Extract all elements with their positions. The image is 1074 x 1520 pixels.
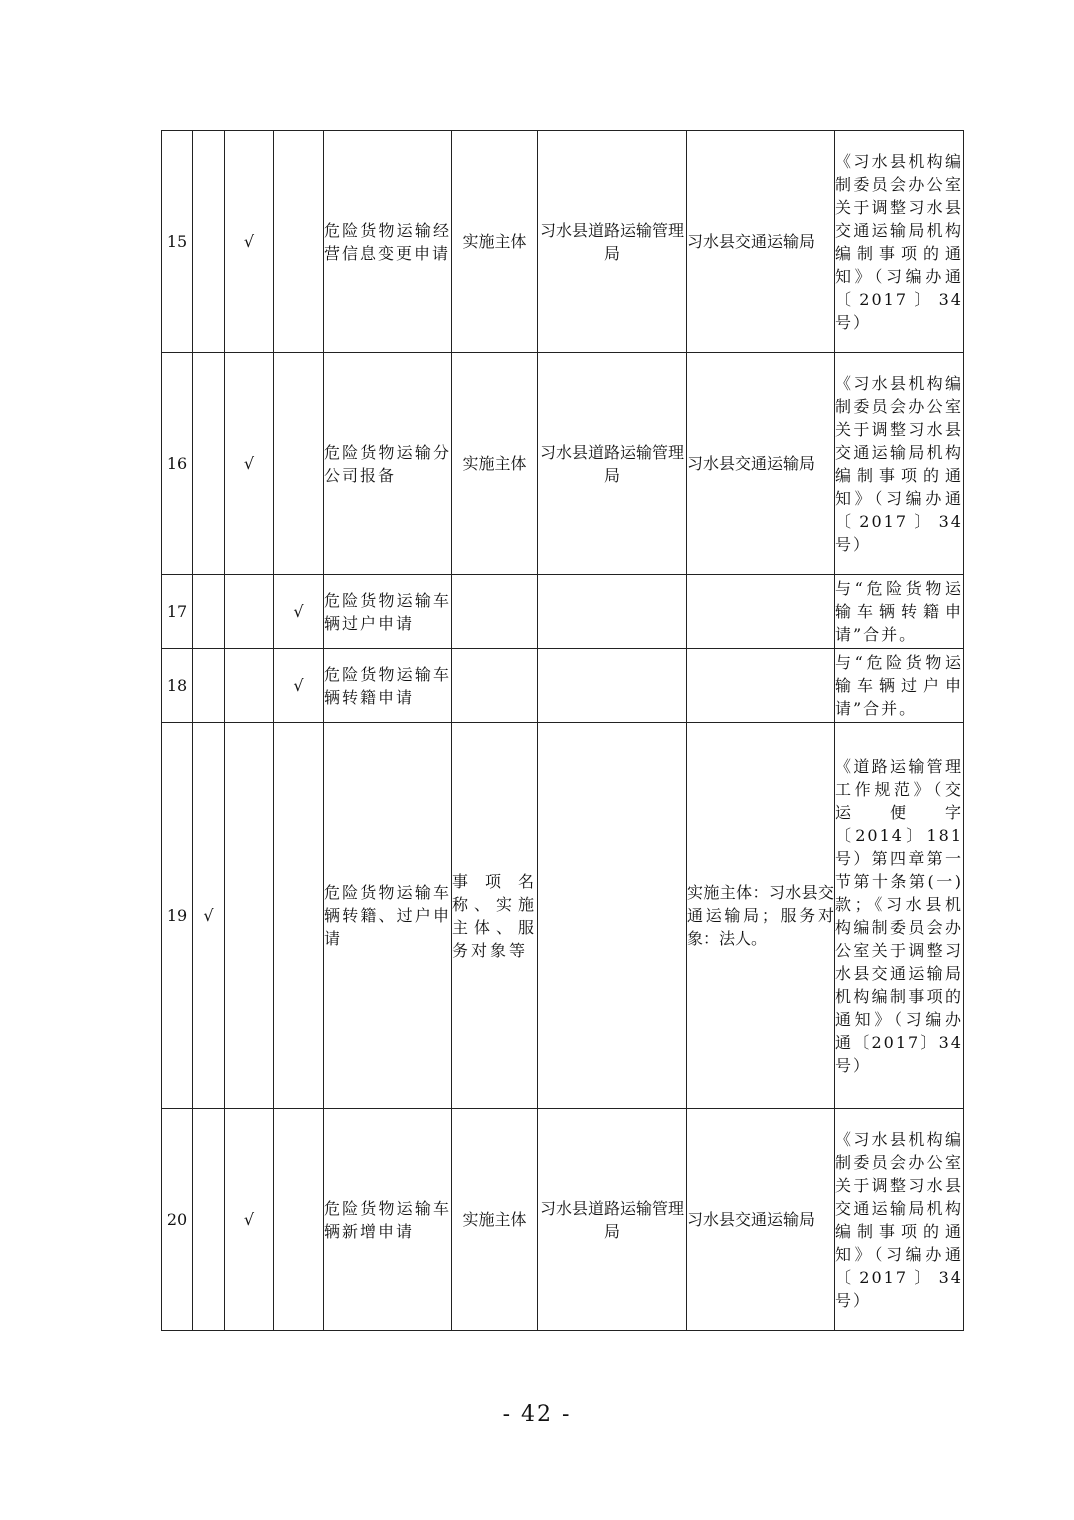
- mark-col-2: √: [225, 131, 274, 353]
- row-number: 19: [162, 723, 193, 1109]
- change-basis: 《道路运输管理工作规范》（交运便字〔2014〕181号）第四章第一节第十条第(一)款；《习水县机构编制委员会办公室关于调整习水县交通运输局机构编制事项的通知》（习编办通〔2017〕34号）: [835, 723, 964, 1109]
- row-number: 16: [162, 353, 193, 575]
- table-row: [162, 131, 964, 353]
- item-name: 危险货物运输车辆转籍、过户申请: [324, 723, 452, 1109]
- change-content: 实施主体: [452, 353, 538, 575]
- mark-col-3: [274, 723, 324, 1109]
- before-change: 习水县道路运输管理局: [538, 1109, 687, 1331]
- table-row: [162, 1109, 964, 1331]
- after-change: [687, 575, 835, 649]
- mark-col-1: [193, 131, 225, 353]
- change-basis: 与“危险货物运输车辆转籍申请”合并。: [835, 575, 964, 649]
- mark-col-2: √: [225, 353, 274, 575]
- change-content: 实施主体: [452, 131, 538, 353]
- before-change: [538, 723, 687, 1109]
- mark-col-2: √: [225, 1109, 274, 1331]
- before-change: 习水县道路运输管理局: [538, 353, 687, 575]
- change-content: [452, 649, 538, 723]
- mark-col-1: [193, 649, 225, 723]
- item-name: 危险货物运输经营信息变更申请: [324, 131, 452, 353]
- change-content: [452, 575, 538, 649]
- after-change: 习水县交通运输局: [687, 353, 835, 575]
- table-row: [162, 353, 964, 575]
- mark-col-3: [274, 131, 324, 353]
- table-row: [162, 649, 964, 723]
- mark-col-1: [193, 575, 225, 649]
- after-change: 习水县交通运输局: [687, 1109, 835, 1331]
- before-change: 习水县道路运输管理局: [538, 131, 687, 353]
- mark-col-3: [274, 1109, 324, 1331]
- mark-col-2: [225, 649, 274, 723]
- table-row: [162, 723, 964, 1109]
- before-change: [538, 649, 687, 723]
- mark-col-2: [225, 723, 274, 1109]
- row-number: 18: [162, 649, 193, 723]
- page-number: - 42 -: [502, 1402, 572, 1427]
- row-number: 15: [162, 131, 193, 353]
- row-number: 20: [162, 1109, 193, 1331]
- change-basis: 《习水县机构编制委员会办公室关于调整习水县交通运输局机构编制事项的通知》（习编办通〔2017〕34号）: [835, 1109, 964, 1331]
- mark-col-1: √: [193, 723, 225, 1109]
- row-number: 17: [162, 575, 193, 649]
- after-change: [687, 649, 835, 723]
- mark-col-2: [225, 575, 274, 649]
- mark-col-1: [193, 1109, 225, 1331]
- change-content: 事项名称、实施主体、服务对象等: [452, 723, 538, 1109]
- mark-col-3: [274, 353, 324, 575]
- item-name: 危险货物运输分公司报备: [324, 353, 452, 575]
- after-change: 习水县交通运输局: [687, 131, 835, 353]
- item-name: 危险货物运输车辆新增申请: [324, 1109, 452, 1331]
- item-name: 危险货物运输车辆转籍申请: [324, 649, 452, 723]
- change-basis: 《习水县机构编制委员会办公室关于调整习水县交通运输局机构编制事项的通知》（习编办通〔2017〕34号）: [835, 131, 964, 353]
- change-basis: 与“危险货物运输车辆过户申请”合并。: [835, 649, 964, 723]
- mark-col-3: √: [274, 649, 324, 723]
- mark-col-3: √: [274, 575, 324, 649]
- item-name: 危险货物运输车辆过户申请: [324, 575, 452, 649]
- change-content: 实施主体: [452, 1109, 538, 1331]
- before-change: [538, 575, 687, 649]
- table-row: [162, 575, 964, 649]
- change-basis: 《习水县机构编制委员会办公室关于调整习水县交通运输局机构编制事项的通知》（习编办通〔2017〕34号）: [835, 353, 964, 575]
- after-change: 实施主体：习水县交通运输局；服务对象：法人。: [687, 723, 835, 1109]
- items-table: [161, 130, 964, 1331]
- mark-col-1: [193, 353, 225, 575]
